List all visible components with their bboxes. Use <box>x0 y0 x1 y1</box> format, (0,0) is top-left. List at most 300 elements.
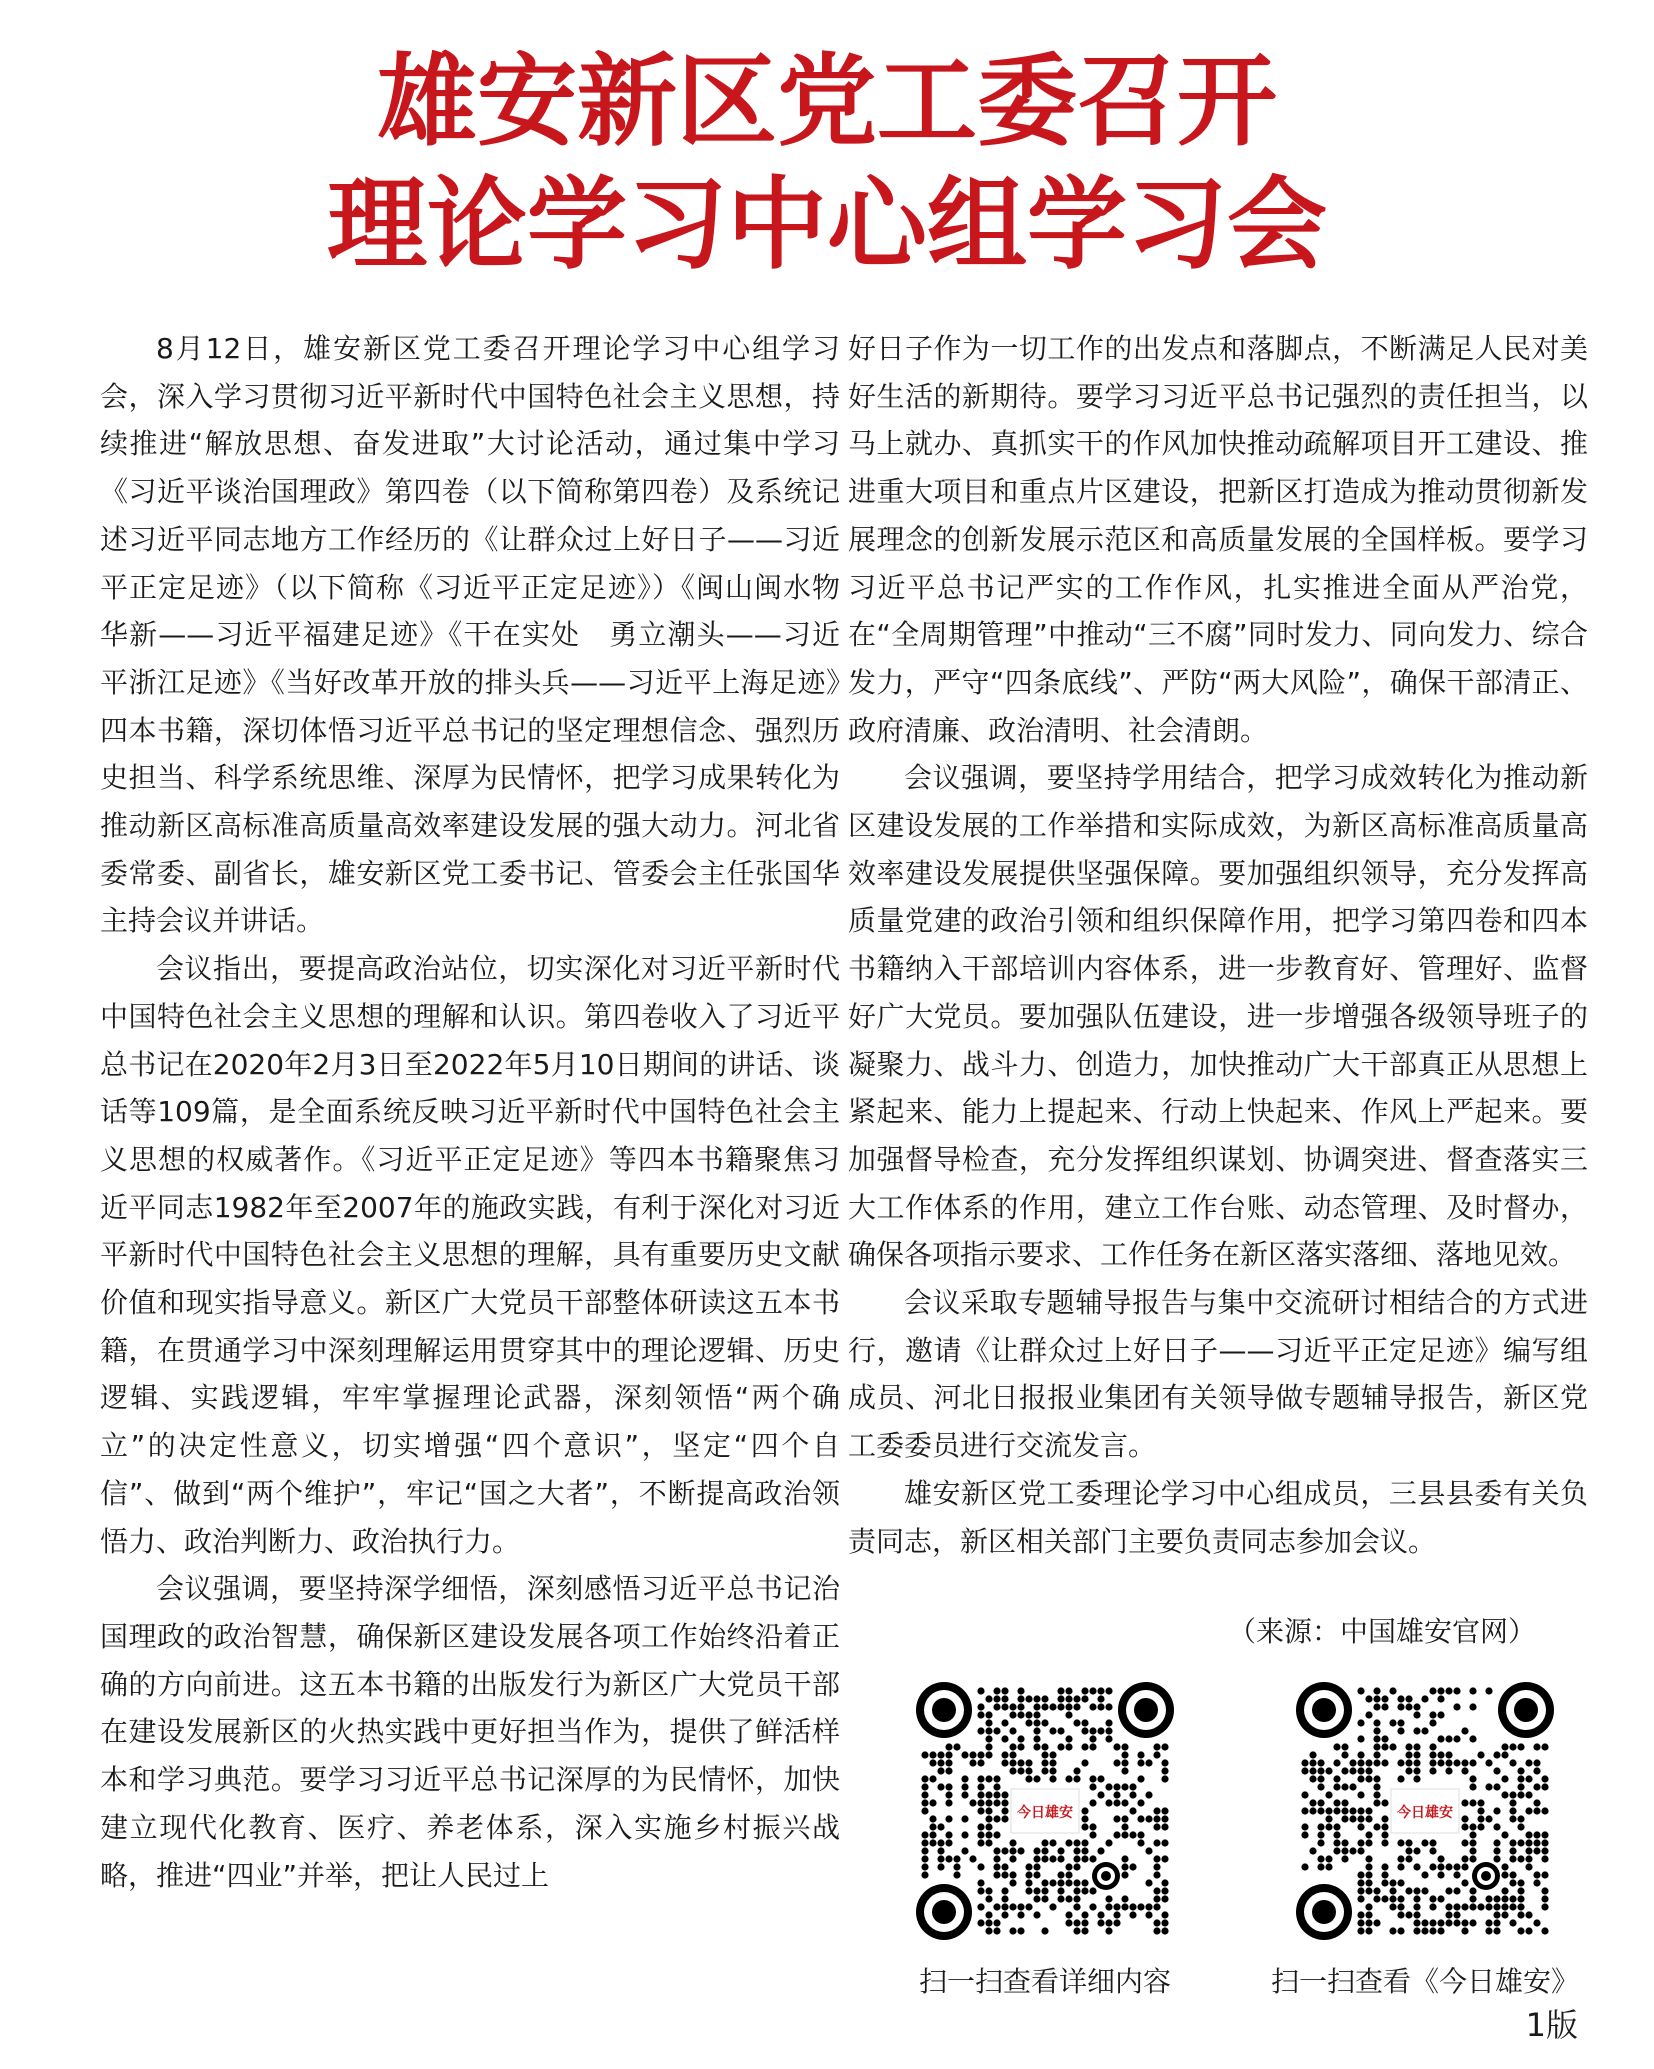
qr-module <box>993 1831 1000 1838</box>
qr-module <box>1421 1727 1428 1734</box>
qr-module <box>1405 1847 1412 1854</box>
qr-module <box>1009 1903 1016 1910</box>
qr-module <box>1517 1815 1524 1822</box>
qr-module <box>1105 1799 1112 1806</box>
qr-code-today-xiongan[interactable] <box>1294 1680 1556 1942</box>
qr-module <box>985 1775 992 1782</box>
qr-module <box>1065 1839 1072 1846</box>
qr-module <box>1437 1687 1444 1694</box>
qr-module <box>1421 1887 1428 1894</box>
qr-module <box>1161 1927 1168 1934</box>
qr-module <box>1025 1719 1032 1726</box>
qr-module <box>1001 1703 1008 1710</box>
qr-module <box>1453 1735 1460 1742</box>
qr-module <box>969 1799 976 1806</box>
qr-module <box>1357 1791 1364 1798</box>
qr-module <box>1349 1815 1356 1822</box>
qr-module <box>945 1799 952 1806</box>
qr-module <box>1469 1687 1476 1694</box>
qr-module <box>1161 1759 1168 1766</box>
qr-module <box>1365 1927 1372 1934</box>
qr-module <box>1413 1903 1420 1910</box>
qr-module <box>1493 1823 1500 1830</box>
qr-module <box>1517 1855 1524 1862</box>
qr-module <box>1437 1711 1444 1718</box>
qr-module <box>1049 1855 1056 1862</box>
qr-module <box>1001 1847 1008 1854</box>
qr-module <box>1105 1687 1112 1694</box>
qr-module <box>945 1831 952 1838</box>
qr-module <box>1033 1895 1040 1902</box>
qr-module <box>1105 1903 1112 1910</box>
qr-module <box>1397 1863 1404 1870</box>
qr-module <box>1001 1751 1008 1758</box>
qr-module <box>1413 1775 1420 1782</box>
qr-module <box>985 1895 992 1902</box>
qr-module <box>1033 1703 1040 1710</box>
qr-module <box>945 1855 952 1862</box>
qr-module <box>1509 1903 1516 1910</box>
qr-module <box>937 1783 944 1790</box>
qr-module <box>1365 1775 1372 1782</box>
qr-module <box>1057 1871 1064 1878</box>
qr-module <box>1081 1743 1088 1750</box>
qr-module <box>1397 1855 1404 1862</box>
qr-module <box>1001 1911 1008 1918</box>
qr-module <box>993 1775 1000 1782</box>
qr-module <box>1373 1895 1380 1902</box>
qr-module <box>1129 1903 1136 1910</box>
qr-module <box>1049 1903 1056 1910</box>
qr-module <box>1365 1831 1372 1838</box>
qr-module <box>1017 1927 1024 1934</box>
qr-module <box>1501 1895 1508 1902</box>
qr-module <box>1033 1735 1040 1742</box>
qr-module <box>1041 1895 1048 1902</box>
qr-module <box>977 1727 984 1734</box>
qr-module <box>1509 1815 1516 1822</box>
qr-module <box>1509 1919 1516 1926</box>
qr-module <box>1073 1695 1080 1702</box>
qr-module <box>1145 1847 1152 1854</box>
qr-module <box>1349 1847 1356 1854</box>
qr-module <box>1121 1823 1128 1830</box>
qr-module <box>1493 1911 1500 1918</box>
qr-module <box>1357 1767 1364 1774</box>
qr-module <box>1089 1855 1096 1862</box>
qr-module <box>1081 1911 1088 1918</box>
qr-module <box>1121 1783 1128 1790</box>
qr-module <box>1461 1927 1468 1934</box>
qr-module <box>1397 1695 1404 1702</box>
qr-module <box>1081 1887 1088 1894</box>
qr-module <box>1097 1791 1104 1798</box>
qr-module <box>1445 1911 1452 1918</box>
qr-module <box>1153 1839 1160 1846</box>
qr-module <box>1469 1823 1476 1830</box>
article-paragraph: 8月12日，雄安新区党工委召开理论学习中心组学习会，深入学习贯彻习近平新时代中国特色社会主义思想，持续推进“解放思想、奋发进取”大讨论活动，通过集中学习《习近平谈治国理政》第四卷（以下简称第四卷）及系统记述习近平同志地方工作经历的《让群众过上好日子——习近平正定足迹》（以下简称《习近平正定足迹》）《闽山闽水物华新——习近平福建足迹》《干在实处 勇立潮头——习近平浙江足迹》《当好改革开放的排头兵——习近平上海足迹》四本书籍，深切体悟习近平总书记的坚定理想信念、强烈历史担当、科学系统思维、深厚为民情怀，把学习成果转化为推动新区高标准高质量高效率建设发展的强大动力。河北省委常委、副省长，雄安新区党工委书记、管委会主任张国华主持会议并讲话。 <box>100 332 840 938</box>
qr-module <box>1105 1927 1112 1934</box>
qr-module <box>1137 1751 1144 1758</box>
qr-module <box>1121 1855 1128 1862</box>
qr-module <box>1405 1703 1412 1710</box>
qr-module <box>1161 1839 1168 1846</box>
qr-module <box>1469 1703 1476 1710</box>
qr-module <box>1001 1815 1008 1822</box>
qr-module <box>1373 1759 1380 1766</box>
qr-module <box>1461 1839 1468 1846</box>
qr-module <box>1065 1919 1072 1926</box>
qr-module <box>1397 1895 1404 1902</box>
qr-module <box>1349 1783 1356 1790</box>
qr-module <box>985 1807 992 1814</box>
qr-module <box>1541 1831 1548 1838</box>
qr-module <box>1533 1743 1540 1750</box>
qr-module <box>1541 1743 1548 1750</box>
qr-module <box>1357 1871 1364 1878</box>
qr-module <box>1429 1863 1436 1870</box>
qr-module <box>1517 1927 1524 1934</box>
qr-module <box>1533 1759 1540 1766</box>
qr-module <box>1493 1919 1500 1926</box>
qr-module <box>1533 1807 1540 1814</box>
qr-module <box>1381 1863 1388 1870</box>
qr-module <box>1089 1799 1096 1806</box>
qr-module <box>1001 1895 1008 1902</box>
qr-module <box>1333 1775 1340 1782</box>
qr-module <box>1389 1895 1396 1902</box>
qr-module <box>1541 1807 1548 1814</box>
qr-module <box>1501 1887 1508 1894</box>
qr-module <box>1001 1719 1008 1726</box>
qr-module <box>1533 1783 1540 1790</box>
qr-module <box>1041 1839 1048 1846</box>
qr-module <box>993 1847 1000 1854</box>
qr-module <box>1365 1871 1372 1878</box>
qr-module <box>1357 1839 1364 1846</box>
qr-module <box>1089 1735 1096 1742</box>
qr-module <box>921 1807 928 1814</box>
qr-module <box>1373 1703 1380 1710</box>
qr-module <box>1381 1839 1388 1846</box>
qr-module <box>1397 1839 1404 1846</box>
qr-module <box>1357 1879 1364 1886</box>
qr-module <box>1333 1847 1340 1854</box>
qr-module <box>1153 1895 1160 1902</box>
qr-module <box>1309 1759 1316 1766</box>
qr-module <box>1081 1727 1088 1734</box>
qr-module <box>1541 1855 1548 1862</box>
qr-module <box>1081 1759 1088 1766</box>
qr-module <box>985 1751 992 1758</box>
qr-module <box>1405 1695 1412 1702</box>
qr-module <box>1405 1839 1412 1846</box>
qr-module <box>1461 1799 1468 1806</box>
qr-module <box>1089 1831 1096 1838</box>
qr-module <box>1341 1855 1348 1862</box>
qr-module <box>1541 1847 1548 1854</box>
qr-module <box>1309 1767 1316 1774</box>
qr-module <box>1381 1759 1388 1766</box>
qr-module <box>1413 1703 1420 1710</box>
qr-module <box>1073 1895 1080 1902</box>
qr-module <box>1041 1703 1048 1710</box>
qr-module <box>1025 1775 1032 1782</box>
qr-module <box>1009 1743 1016 1750</box>
qr-module <box>1437 1855 1444 1862</box>
qr-module <box>1517 1911 1524 1918</box>
qr-module <box>1365 1839 1372 1846</box>
qr-module <box>1429 1743 1436 1750</box>
article-paragraph: 会议强调，要坚持深学细悟，深刻感悟习近平总书记治国理政的政治智慧，确保新区建设发展各项工作始终沿着正确的方向前进。这五本书籍的出版发行为新区广大党员干部在建设发展新区的火热实践中更好担当作为，提供了鲜活样本和学习典范。要学习习近平总书记深厚的为民情怀，加快建立现代化教育、医疗、养老体系，深入实施乡村振兴战略，推进“四业”并举，把让人民过上 <box>100 1572 840 1892</box>
qr-module <box>1501 1911 1508 1918</box>
qr-module <box>993 1927 1000 1934</box>
qr-module <box>1105 1919 1112 1926</box>
qr-module <box>1113 1759 1120 1766</box>
qr-module <box>1517 1879 1524 1886</box>
qr-module <box>1121 1799 1128 1806</box>
qr-module <box>1049 1751 1056 1758</box>
qr-module <box>1485 1903 1492 1910</box>
qr-module <box>929 1799 936 1806</box>
qr-module <box>1517 1903 1524 1910</box>
qr-module <box>921 1783 928 1790</box>
qr-module <box>985 1839 992 1846</box>
qr-module <box>1421 1871 1428 1878</box>
qr-module <box>1161 1911 1168 1918</box>
qr-module <box>1009 1847 1016 1854</box>
qr-module <box>1073 1767 1080 1774</box>
qr-module <box>1429 1903 1436 1910</box>
qr-module <box>1341 1743 1348 1750</box>
qr-module <box>1389 1903 1396 1910</box>
qr-module <box>1301 1807 1308 1814</box>
qr-module <box>1309 1807 1316 1814</box>
qr-module <box>1509 1807 1516 1814</box>
qr-module <box>1153 1871 1160 1878</box>
qr-module <box>1073 1847 1080 1854</box>
qr-module <box>945 1783 952 1790</box>
qr-module <box>1461 1767 1468 1774</box>
qr-module <box>1357 1911 1364 1918</box>
qr-module <box>1333 1799 1340 1806</box>
qr-module <box>1161 1807 1168 1814</box>
qr-module <box>1121 1751 1128 1758</box>
qr-module <box>1325 1791 1332 1798</box>
qr-module <box>1477 1799 1484 1806</box>
qr-module <box>1421 1839 1428 1846</box>
qr-module <box>1381 1743 1388 1750</box>
qr-module <box>993 1815 1000 1822</box>
qr-module <box>1317 1855 1324 1862</box>
qr-module <box>1017 1735 1024 1742</box>
qr-module <box>1437 1863 1444 1870</box>
qr-module <box>1365 1695 1372 1702</box>
qr-module <box>1397 1703 1404 1710</box>
qr-module <box>1089 1823 1096 1830</box>
qr-module <box>1009 1767 1016 1774</box>
qr-module <box>985 1743 992 1750</box>
qr-module <box>993 1695 1000 1702</box>
qr-module <box>1017 1743 1024 1750</box>
qr-module <box>1089 1687 1096 1694</box>
qr-module <box>1017 1903 1024 1910</box>
qr-module <box>1325 1807 1332 1814</box>
qr-module <box>1161 1855 1168 1862</box>
qr-module <box>1437 1751 1444 1758</box>
qr-module <box>1493 1767 1500 1774</box>
qr-module <box>1365 1711 1372 1718</box>
qr-module <box>1357 1687 1364 1694</box>
qr-module <box>1445 1687 1452 1694</box>
qr-module <box>1469 1919 1476 1926</box>
qr-module <box>1081 1719 1088 1726</box>
qr-module <box>1317 1839 1324 1846</box>
qr-module <box>1397 1759 1404 1766</box>
article-column-right <box>848 325 1588 1565</box>
qr-module <box>1041 1927 1048 1934</box>
qr-module <box>1033 1719 1040 1726</box>
qr-module <box>1485 1687 1492 1694</box>
qr-module <box>1349 1807 1356 1814</box>
qr-module <box>1041 1751 1048 1758</box>
qr-module <box>961 1847 968 1854</box>
qr-module <box>1017 1759 1024 1766</box>
qr-module <box>1509 1743 1516 1750</box>
qr-module <box>929 1751 936 1758</box>
qr-module <box>1097 1775 1104 1782</box>
qr-module <box>977 1863 984 1870</box>
qr-module <box>1137 1903 1144 1910</box>
qr-module <box>1517 1839 1524 1846</box>
qr-module <box>921 1863 928 1870</box>
qr-module <box>1001 1799 1008 1806</box>
article-column-left <box>100 325 840 1899</box>
qr-module <box>1041 1855 1048 1862</box>
qr-module <box>1073 1927 1080 1934</box>
qr-module <box>1469 1831 1476 1838</box>
qr-module <box>1317 1775 1324 1782</box>
qr-module <box>1541 1903 1548 1910</box>
qr-module <box>1145 1879 1152 1886</box>
qr-module <box>1381 1879 1388 1886</box>
qr-module <box>1017 1847 1024 1854</box>
qr-module <box>1413 1743 1420 1750</box>
qr-module <box>1317 1799 1324 1806</box>
qr-module <box>1073 1775 1080 1782</box>
qr-module <box>1097 1919 1104 1926</box>
qr-module <box>1097 1727 1104 1734</box>
qr-module <box>977 1903 984 1910</box>
qr-module <box>937 1839 944 1846</box>
qr-module <box>1397 1727 1404 1734</box>
qr-module <box>1065 1735 1072 1742</box>
qr-module <box>1113 1903 1120 1910</box>
qr-module <box>1089 1887 1096 1894</box>
qr-module <box>1469 1759 1476 1766</box>
qr-module <box>1429 1847 1436 1854</box>
qr-module <box>945 1791 952 1798</box>
qr-module <box>1405 1743 1412 1750</box>
qr-module <box>985 1711 992 1718</box>
qr-module <box>1049 1767 1056 1774</box>
qr-module <box>1469 1903 1476 1910</box>
qr-module <box>1469 1895 1476 1902</box>
qr-module <box>945 1759 952 1766</box>
qr-module <box>1009 1927 1016 1934</box>
qr-module <box>1081 1919 1088 1926</box>
qr-module <box>1357 1927 1364 1934</box>
qr-code-details[interactable] <box>914 1680 1176 1942</box>
qr-module <box>1501 1871 1508 1878</box>
qr-module <box>1453 1911 1460 1918</box>
qr-module <box>1405 1855 1412 1862</box>
qr-module <box>1129 1807 1136 1814</box>
qr-module <box>1357 1759 1364 1766</box>
qr-module <box>1001 1887 1008 1894</box>
qr-module <box>1105 1783 1112 1790</box>
qr-module <box>1041 1759 1048 1766</box>
qr-module <box>1145 1903 1152 1910</box>
qr-module <box>1381 1799 1388 1806</box>
qr-module <box>1145 1815 1152 1822</box>
qr-module <box>1153 1855 1160 1862</box>
qr-module <box>961 1815 968 1822</box>
qr-module <box>1057 1727 1064 1734</box>
qr-module <box>1153 1815 1160 1822</box>
qr-module <box>977 1831 984 1838</box>
qr-module <box>1129 1831 1136 1838</box>
qr-module <box>961 1831 968 1838</box>
qr-module <box>1365 1807 1372 1814</box>
qr-module <box>1025 1863 1032 1870</box>
qr-module <box>1373 1783 1380 1790</box>
qr-module <box>1437 1895 1444 1902</box>
qr-module <box>961 1775 968 1782</box>
qr-module <box>1049 1879 1056 1886</box>
qr-module <box>1373 1695 1380 1702</box>
qr-module <box>1073 1919 1080 1926</box>
qr-module <box>1493 1927 1500 1934</box>
qr-module <box>1105 1895 1112 1902</box>
qr-module <box>1365 1863 1372 1870</box>
qr-module <box>1373 1719 1380 1726</box>
qr-module <box>1057 1887 1064 1894</box>
qr-module <box>993 1783 1000 1790</box>
qr-module <box>1413 1759 1420 1766</box>
qr-module <box>1033 1727 1040 1734</box>
qr-module <box>993 1727 1000 1734</box>
qr-module <box>1445 1751 1452 1758</box>
qr-module <box>1121 1759 1128 1766</box>
qr-module <box>985 1719 992 1726</box>
qr-module <box>1025 1879 1032 1886</box>
qr-module <box>1025 1695 1032 1702</box>
qr-module <box>1073 1855 1080 1862</box>
qr-module <box>1509 1855 1516 1862</box>
page-number: 1版 <box>1525 2006 1578 2044</box>
qr-module <box>1009 1855 1016 1862</box>
qr-module <box>1509 1759 1516 1766</box>
qr-module <box>1049 1703 1056 1710</box>
qr-module <box>961 1791 968 1798</box>
qr-module <box>985 1887 992 1894</box>
qr-module <box>1509 1879 1516 1886</box>
qr-module <box>1405 1911 1412 1918</box>
qr-module <box>1469 1775 1476 1782</box>
qr-module <box>969 1759 976 1766</box>
qr-module <box>985 1919 992 1926</box>
